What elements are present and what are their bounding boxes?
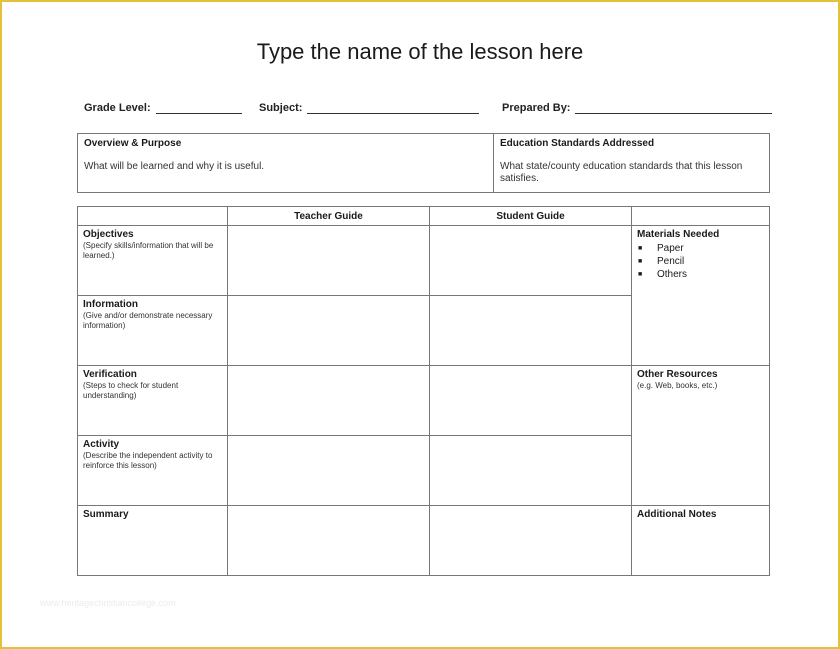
materials-item: [637, 268, 764, 281]
prepared-by-field[interactable]: [502, 101, 772, 114]
resources-cell[interactable]: [632, 366, 770, 506]
activity-heading: Activity: [83, 439, 120, 450]
materials-item-label: Pencil: [657, 256, 685, 267]
activity-sub: (Describe the independent activity to reinforce this lesson): [83, 451, 213, 470]
objectives-teacher-cell[interactable]: [228, 226, 430, 296]
resources-heading: Other Resources: [637, 369, 718, 380]
activity-student-cell[interactable]: [430, 436, 632, 506]
verification-student-cell[interactable]: [430, 366, 632, 436]
materials-item: [637, 255, 764, 268]
subject-field[interactable]: [259, 101, 479, 114]
bullet-icon: ■: [638, 245, 643, 252]
subject-label: Subject:: [259, 102, 303, 114]
notes-cell[interactable]: [632, 506, 770, 576]
overview-heading: Overview & Purpose: [84, 138, 182, 149]
overview-table: [77, 133, 770, 193]
materials-item-label: Others: [657, 269, 688, 280]
objectives-heading: Objectives: [83, 229, 134, 240]
information-sub: (Give and/or demonstrate necessary information): [83, 311, 213, 330]
prepared-by-line[interactable]: [575, 101, 772, 114]
grade-level-label: Grade Level:: [84, 102, 151, 114]
objectives-student-cell[interactable]: [430, 226, 632, 296]
standards-cell[interactable]: [494, 134, 770, 193]
verification-sub: (Steps to check for student understanding): [83, 381, 179, 400]
materials-item-label: Paper: [657, 243, 684, 254]
row-label-activity: [78, 436, 228, 506]
resources-sub: (e.g. Web, books, etc.): [637, 381, 718, 390]
grid-header-student: Student Guide: [430, 207, 632, 226]
materials-heading: Materials Needed: [637, 229, 720, 240]
grid-header-blank: [78, 207, 228, 226]
grade-level-field[interactable]: [84, 101, 242, 114]
row-label-summary: [78, 506, 228, 576]
verification-teacher-cell[interactable]: [228, 366, 430, 436]
subject-line[interactable]: [307, 101, 479, 114]
bullet-icon: ■: [638, 271, 643, 278]
row-label-information: [78, 296, 228, 366]
verification-heading: Verification: [83, 369, 137, 380]
standards-heading: Education Standards Addressed: [500, 138, 655, 149]
information-student-cell[interactable]: [430, 296, 632, 366]
materials-cell[interactable]: [632, 226, 770, 366]
standards-text: What state/county education standards that this lesson satisfies.: [500, 161, 743, 184]
summary-student-cell[interactable]: [430, 506, 632, 576]
overview-text: What will be learned and why it is useful.: [84, 161, 265, 172]
row-label-verification: [78, 366, 228, 436]
information-teacher-cell[interactable]: [228, 296, 430, 366]
information-heading: Information: [83, 299, 138, 310]
summary-teacher-cell[interactable]: [228, 506, 430, 576]
grid-header-teacher: Teacher Guide: [228, 207, 430, 226]
grid-header-side: [632, 207, 770, 226]
objectives-sub: (Specify skills/information that will be learned.): [83, 241, 214, 260]
summary-heading: Summary: [83, 509, 129, 520]
grade-level-line[interactable]: [156, 101, 242, 114]
notes-heading: Additional Notes: [637, 509, 717, 520]
overview-purpose-cell[interactable]: [78, 134, 494, 193]
row-label-objectives: [78, 226, 228, 296]
materials-list: [637, 242, 764, 281]
prepared-by-label: Prepared By:: [502, 102, 571, 114]
watermark: www.heritagechristiancollege.com: [40, 598, 176, 608]
bullet-icon: ■: [638, 258, 643, 265]
materials-item: [637, 242, 764, 255]
lesson-grid: [77, 206, 770, 576]
activity-teacher-cell[interactable]: [228, 436, 430, 506]
lesson-title[interactable]: Type the name of the lesson here: [256, 39, 584, 64]
